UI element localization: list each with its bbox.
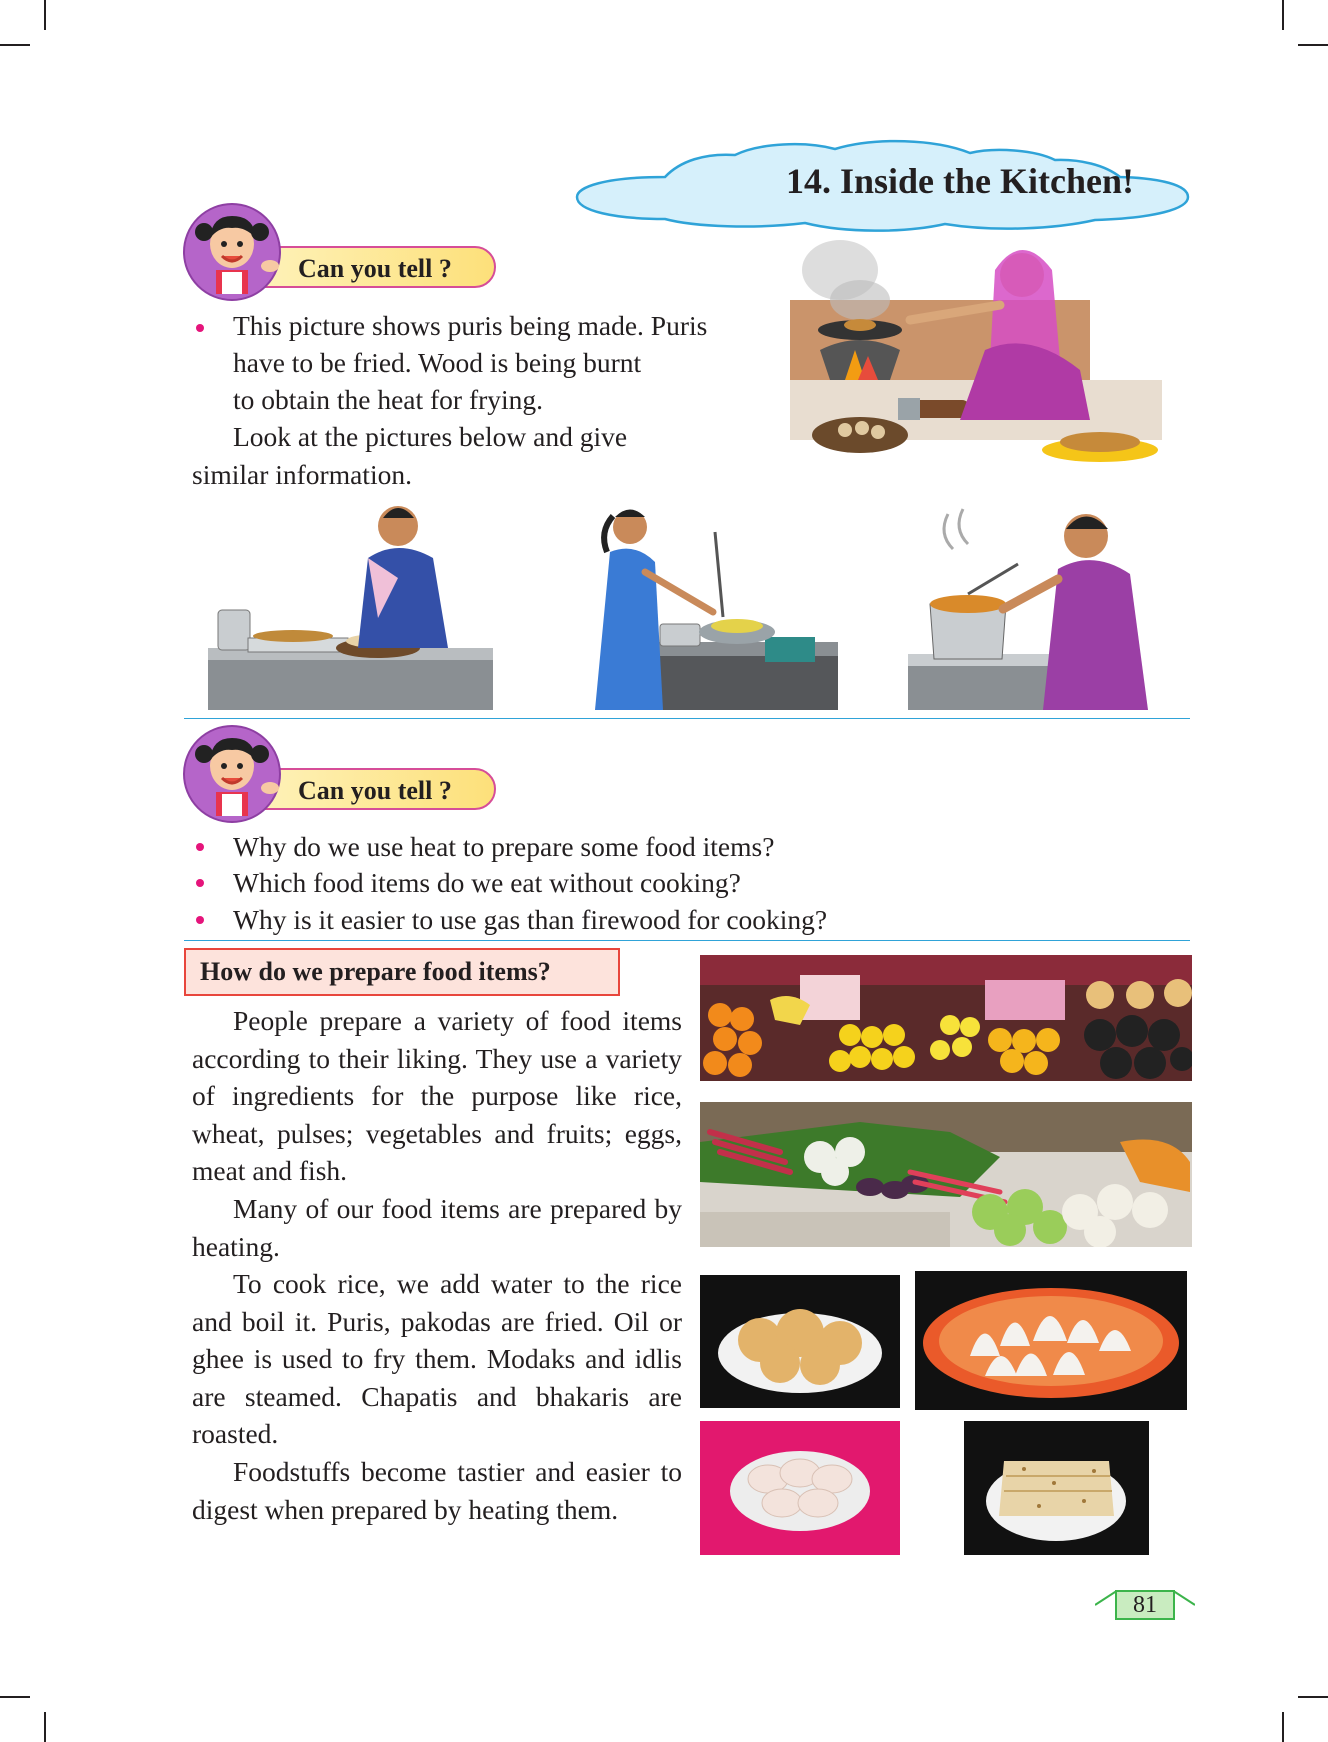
body-paragraph: Many of our food items are prepared by heating.: [192, 1193, 682, 1262]
puris-photo: [700, 1275, 900, 1408]
question-item: Why do we use heat to prepare some food items?: [233, 831, 775, 862]
chapati-roasting-illustration: [208, 498, 493, 710]
girl-mascot-icon: [182, 202, 288, 302]
crop-mark: [0, 44, 30, 46]
crop-mark: [1282, 1712, 1284, 1742]
vegetable-stall-photo: [700, 1102, 1192, 1247]
crop-mark: [0, 1696, 30, 1698]
crop-mark: [44, 0, 46, 30]
chapter-title: 14. Inside the Kitchen!: [785, 161, 1134, 201]
page-number: 81: [1115, 1590, 1175, 1620]
girl-mascot-icon: [182, 724, 288, 824]
chapatis-photo: [964, 1421, 1149, 1555]
crop-mark: [1298, 44, 1328, 46]
idlis-photo: [700, 1421, 900, 1555]
question-item: Why is it easier to use gas than firewood for cooking?: [233, 904, 828, 935]
crop-mark: [1298, 1696, 1328, 1698]
intro-line: similar information.: [192, 459, 412, 490]
intro-line: have to be fried. Wood is being burnt: [233, 347, 642, 378]
crop-mark: [1282, 0, 1284, 30]
modaks-photo: [915, 1271, 1187, 1410]
body-paragraph: People prepare a variety of food items according to their liking. They use a variety of ingredients for the purpose like rice, wheat, pulses; vegetables and fruits; eggs, meat and fish.: [192, 1005, 682, 1186]
intro-line: Look at the pictures below and give: [233, 421, 628, 452]
section-divider: [184, 718, 1190, 719]
crop-mark: [44, 1712, 46, 1742]
bullet-dot: [196, 879, 204, 887]
bullet-dot: [196, 324, 204, 332]
badge-label: Can you tell ?: [298, 776, 452, 805]
puri-frying-illustration: [790, 230, 1162, 470]
body-paragraph: To cook rice, we add water to the rice and boil it. Puris, pakodas are fried. Oil or ghee is used to fry them. Modaks and idlis are steamed. Chapatis and bhakaris are roasted.: [192, 1268, 682, 1449]
bullet-dot: [196, 843, 204, 851]
intro-line: This picture shows puris being made. Puris: [233, 310, 708, 341]
body-paragraph: Foodstuffs become tastier and easier to digest when prepared by heating them.: [192, 1456, 682, 1525]
bullet-dot: [196, 916, 204, 924]
stove-cooking-illustration: [585, 502, 838, 710]
badge-label: Can you tell ?: [298, 254, 452, 283]
intro-line: to obtain the heat for frying.: [233, 384, 544, 415]
fruit-stall-photo: [700, 955, 1192, 1081]
section-divider: [184, 940, 1190, 941]
section-heading: How do we prepare food items?: [184, 948, 620, 996]
pot-boiling-illustration: [908, 494, 1168, 710]
question-item: Which food items do we eat without cooking?: [233, 867, 741, 898]
